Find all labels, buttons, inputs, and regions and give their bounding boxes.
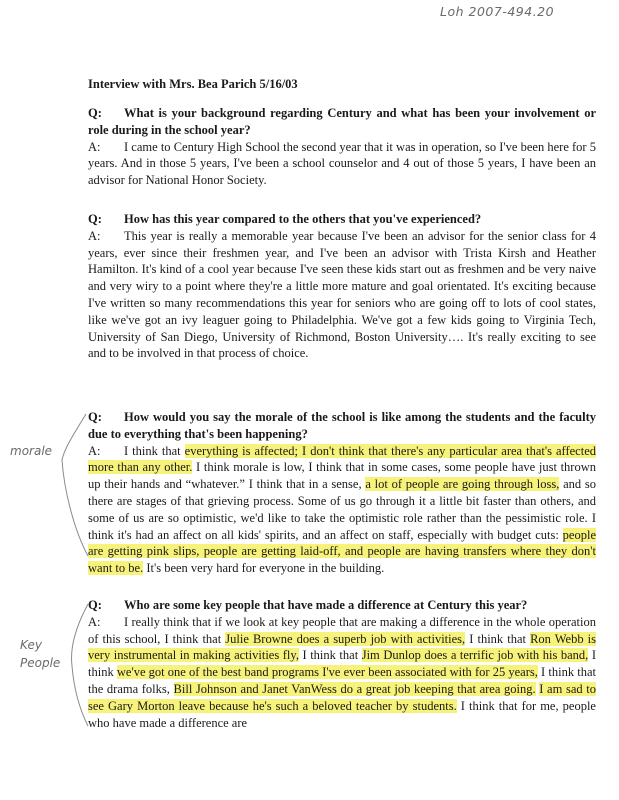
answer-label: A: [88,443,101,458]
answer-label: A: [88,139,101,154]
question-text: How would you say the morale of the school is like among the students and the faculty due to everything that's been happening? [88,410,596,441]
answer-text: I really think that if we look at key people that are making a difference in the whole operation of this school, I think that [88,614,596,646]
question [88,211,596,228]
answer-text: I came to Century High School the second year that it was in operation, so I've been here for 5 years. And in those 5 years, I've been a school counselor and 4 out of those 5 years, I have been an advisor for National Honor Society. [88,139,596,188]
answer [88,228,596,362]
highlighted-text: Julie Browne does a superb job with activities, [225,631,466,646]
question-label: Q: [88,410,102,424]
question [88,105,596,139]
highlighted-text: everything is affected; I don't think that there's any particular area that's affected more than any other. [88,443,596,475]
question-label: Q: [88,106,102,120]
highlighted-text: I am sad to see Gary Morton leave because he's such a beloved teacher by students. [88,681,596,713]
answer-text: I think that for me, people who have made a difference are [88,698,596,730]
highlighted-text: a lot of people are going through loss, [365,477,560,492]
question-text: Who are some key people that have made a difference at Century this year? [124,598,528,612]
answer [88,443,596,577]
margin-bracket-morale [50,410,90,560]
answer-text: I think morale is low, I think that in some cases, some people have just thrown up their hands and “whatever.” I think that in a sense, [88,460,596,492]
question-label: Q: [88,212,102,226]
margin-note-morale: morale [10,444,53,458]
answer [88,614,596,732]
question-label: Q: [88,598,102,612]
highlighted-text: we've got one of the best band programs I've ever been associated with for 25 years, [116,665,538,680]
margin-note-line: People [20,656,61,670]
highlighted-text: Jim Dunlop does a terrific job with his band, [361,648,589,663]
margin-note-line: Key [20,638,42,652]
document-title: Interview with Mrs. Bea Parich 5/16/03 [88,77,298,91]
answer-text: I think that the drama folks, [88,665,596,696]
answer [88,139,596,189]
answer-text: and so there are stages of that grieving process. Some of us go through it a little bit faster than others, and some of us are so optimistic, we'd like to take the optimistic role rather than the pessimistic role. I think it's had an affect on all kids' spirits, and an affect on staff, especially with budget cuts: [88,477,597,542]
answer-label: A: [88,614,101,629]
accession-number: Loh 2007-494.20 [440,4,555,19]
highlighted-text: Ron Webb is very instrumental in making activities fly, [88,631,596,663]
margin-note-key-people [20,636,60,672]
answer-text: I think that [124,443,185,458]
question [88,597,596,614]
margin-bracket-key-people [62,600,92,730]
answer-text: I think [88,648,596,680]
answer-text: It's been very hard for everyone in the building. [143,561,385,576]
qa-block-morale [88,409,596,577]
highlighted-text: people are getting pink slips, people are getting laid-off, and people are having transfers where they don't want to be. [88,527,596,576]
qa-block-key-people [88,597,596,731]
qa-block-year-comparison [88,211,596,362]
answer-text: This year is really a memorable year because I've been an advisor for the senior class for 4 years, ever since their freshmen year, and I've been an advisor with Trista Kirsh and Heather Hamilton. It's kind of a cool year because I've seen these kids start out as freshmen and be very naive and very wiry to a point where they're a little more mature and goal orientated. It's exciting because I've written so many recommendations this year for seniors who are going off to lots of cool states, like we've got an ivy leaguer going to Philadelphia. We've got a few kids going to Virginia Tech, University of San Diego, University of Richmond, Boston University…. It's really exciting to see and to be involved in that process of choice. [88,228,596,361]
highlighted-text: Bill Johnson and Janet VanWess do a great job keeping that area going. [173,681,536,696]
answer-text: I think that [298,648,362,663]
qa-block-background [88,105,596,189]
answer-label: A: [88,228,101,243]
question-text: What is your background regarding Century and what has been your involvement or role during in the school year? [88,106,596,137]
answer-text: I think that [465,631,531,646]
question-text: How has this year compared to the others that you've experienced? [124,212,482,226]
question [88,409,596,443]
